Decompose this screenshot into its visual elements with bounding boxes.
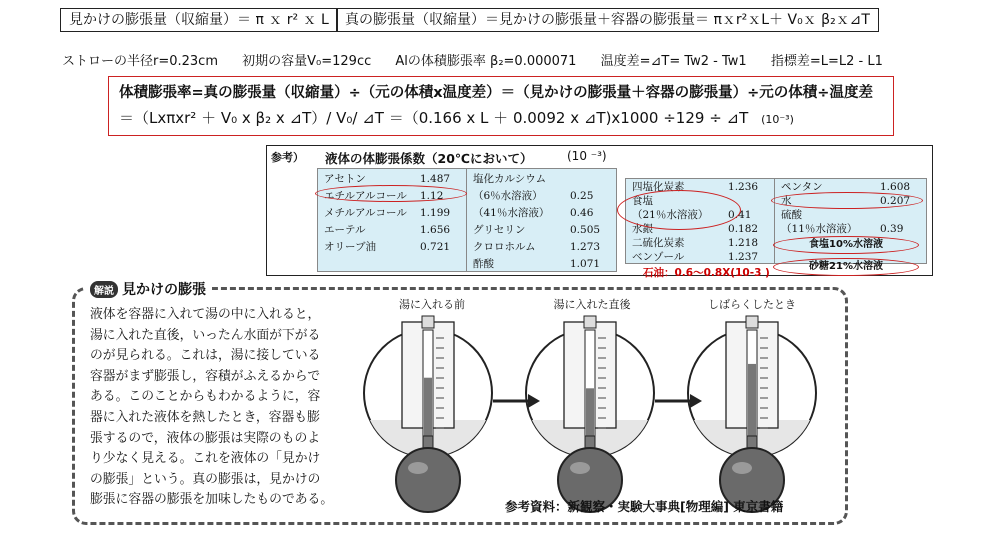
param-temp-diff: 温度差=⊿T= Tw2 - Tw1	[600, 54, 747, 69]
explanation-text	[90, 305, 362, 511]
reference-unit: (10 ⁻³)	[567, 149, 607, 163]
apparatus-figure	[526, 316, 654, 512]
table-row: ペンタン 1.608	[781, 181, 911, 193]
source-citation: 参考資料：新観察・実験大事典[物理編] 東京書籍	[505, 499, 784, 514]
text-line: 湯に入れた直後，いったん水面が下がる	[90, 327, 321, 343]
expansion-rate-box	[108, 76, 894, 136]
expansion-rate-definition: 体積膨張率=真の膨張量（収縮量）÷（元の体積x温度差）＝（見かけの膨張量＋容器の膨張量）÷元の体積÷温度差	[119, 85, 873, 101]
table-row: （21％水溶液） 0.41	[632, 209, 752, 221]
reference-title: 液体の体膨張係数（20℃において）	[325, 151, 533, 166]
flask-bulb	[396, 448, 460, 512]
text-line: の膨張」という。真の膨張は，見かけの	[90, 471, 321, 487]
explanation-header	[84, 279, 212, 299]
explanation-title: 見かけの膨張	[122, 282, 206, 298]
formula-true: 真の膨張量（収縮量）＝見かけの膨張量＋容器の膨張量＝ πｘr²ｘL＋ V₀ｘ β₂ｘ⊿T	[336, 8, 879, 32]
text-line: 液体を容器に入れて湯の中に入れると，	[90, 307, 321, 322]
coefficient-table-left	[317, 168, 617, 272]
table-row: 四塩化炭素 1.236	[632, 181, 759, 193]
table-row: クロロホルム 1.273	[473, 241, 601, 253]
stopper	[422, 316, 434, 328]
liquid-column	[748, 364, 756, 436]
bulb-highlight	[732, 462, 752, 474]
bulb-highlight	[570, 462, 590, 474]
figure-label-after-while: しばらくしたとき	[708, 298, 796, 311]
explanation-badge: 解説	[90, 281, 118, 298]
expansion-rate-unit: (10⁻³)	[761, 113, 794, 126]
highlight-ethanol-oval	[315, 185, 467, 202]
text-line: 器に入れた液体を熱したとき，容器も膨	[90, 409, 320, 425]
table-row: 水銀 0.182	[632, 223, 759, 235]
bulb-highlight	[408, 462, 428, 474]
table-row: 食塩	[632, 195, 653, 207]
highlight-salt-oval	[617, 190, 741, 230]
table-row: ベンゾール 1.237	[632, 251, 759, 263]
stopper	[584, 316, 596, 328]
table-row: 水 0.207	[781, 195, 911, 207]
label-salt-10: 食塩10%水溶液	[773, 236, 919, 254]
reference-tag: 参考）	[271, 151, 304, 164]
figure-label-before: 湯に入れる前	[399, 298, 465, 311]
parameter-line	[62, 50, 903, 69]
reference-panel	[266, 145, 933, 279]
apparatus-figure	[364, 316, 492, 512]
param-index-diff: 指標差=L=L2 - L1	[770, 54, 883, 69]
text-line: 容器がまず膨張し，容積がふえるからで	[90, 368, 321, 384]
table-row: （41％水溶液） 0.46	[473, 207, 594, 219]
stopper	[746, 316, 758, 328]
table-row: エチルアルコール 1.12	[324, 190, 444, 202]
text-line: り少なく見える。これを液体の「見かけ	[90, 451, 321, 467]
formula-apparent: 見かけの膨張量（収縮量）＝ π ｘ r² ｘ L	[60, 8, 338, 32]
oil-note: 石油：0.6～0.8X(10-3 )	[643, 267, 770, 279]
liquid-column	[424, 378, 432, 436]
table-row: 塩化カルシウム	[473, 173, 547, 185]
figure-label-immediately: 湯に入れた直後	[553, 298, 631, 311]
text-line: 張するので，液体の膨張は実際のものよ	[90, 430, 321, 446]
table-row: （6％水溶液） 0.25	[473, 190, 594, 202]
table-row: （11％水溶液） 0.39	[781, 223, 904, 235]
apparatus-figure	[688, 316, 816, 512]
text-line: ある。このことからもわかるように，容	[90, 389, 321, 405]
table-row: アセトン 1.487	[324, 173, 451, 185]
text-line: 膨張に容器の膨張を加味したものである。	[90, 492, 334, 508]
highlight-water-oval	[771, 192, 923, 209]
table-row: 硫酸	[781, 209, 803, 221]
table-row: 酢酸 1.071	[473, 258, 601, 270]
table-row: オリーブ油 0.721	[324, 241, 451, 253]
table-col-b	[467, 169, 616, 271]
table-row: グリセリン 0.505	[473, 224, 601, 236]
liquid-column	[586, 388, 594, 436]
expansion-rate-calculation	[119, 105, 883, 133]
apparatus-illustration	[360, 308, 830, 520]
expansion-rate-formula: ＝（Lxπxr² ＋ V₀ x β₂ x ⊿T）/ V₀/ ⊿T ＝（0.166 x L ＋ 0.0092 x ⊿T)x1000 ÷129 ÷ ⊿T	[119, 109, 749, 127]
table-row: 二硫化炭素 1.218	[632, 237, 759, 249]
param-volume: 初期の容量V₀=129cc	[242, 54, 372, 69]
param-radius: ストローの半径r=0.23cm	[62, 54, 218, 69]
table-row: エーテル 1.656	[324, 224, 451, 236]
label-sugar-21: 砂糖21%水溶液	[773, 258, 919, 276]
table-row: メチルアルコール 1.199	[324, 207, 451, 219]
text-line: のが見られる。これは，湯に接している	[90, 348, 321, 364]
param-al-rate: Alの体積膨張率 β₂=0.000071	[395, 54, 577, 69]
